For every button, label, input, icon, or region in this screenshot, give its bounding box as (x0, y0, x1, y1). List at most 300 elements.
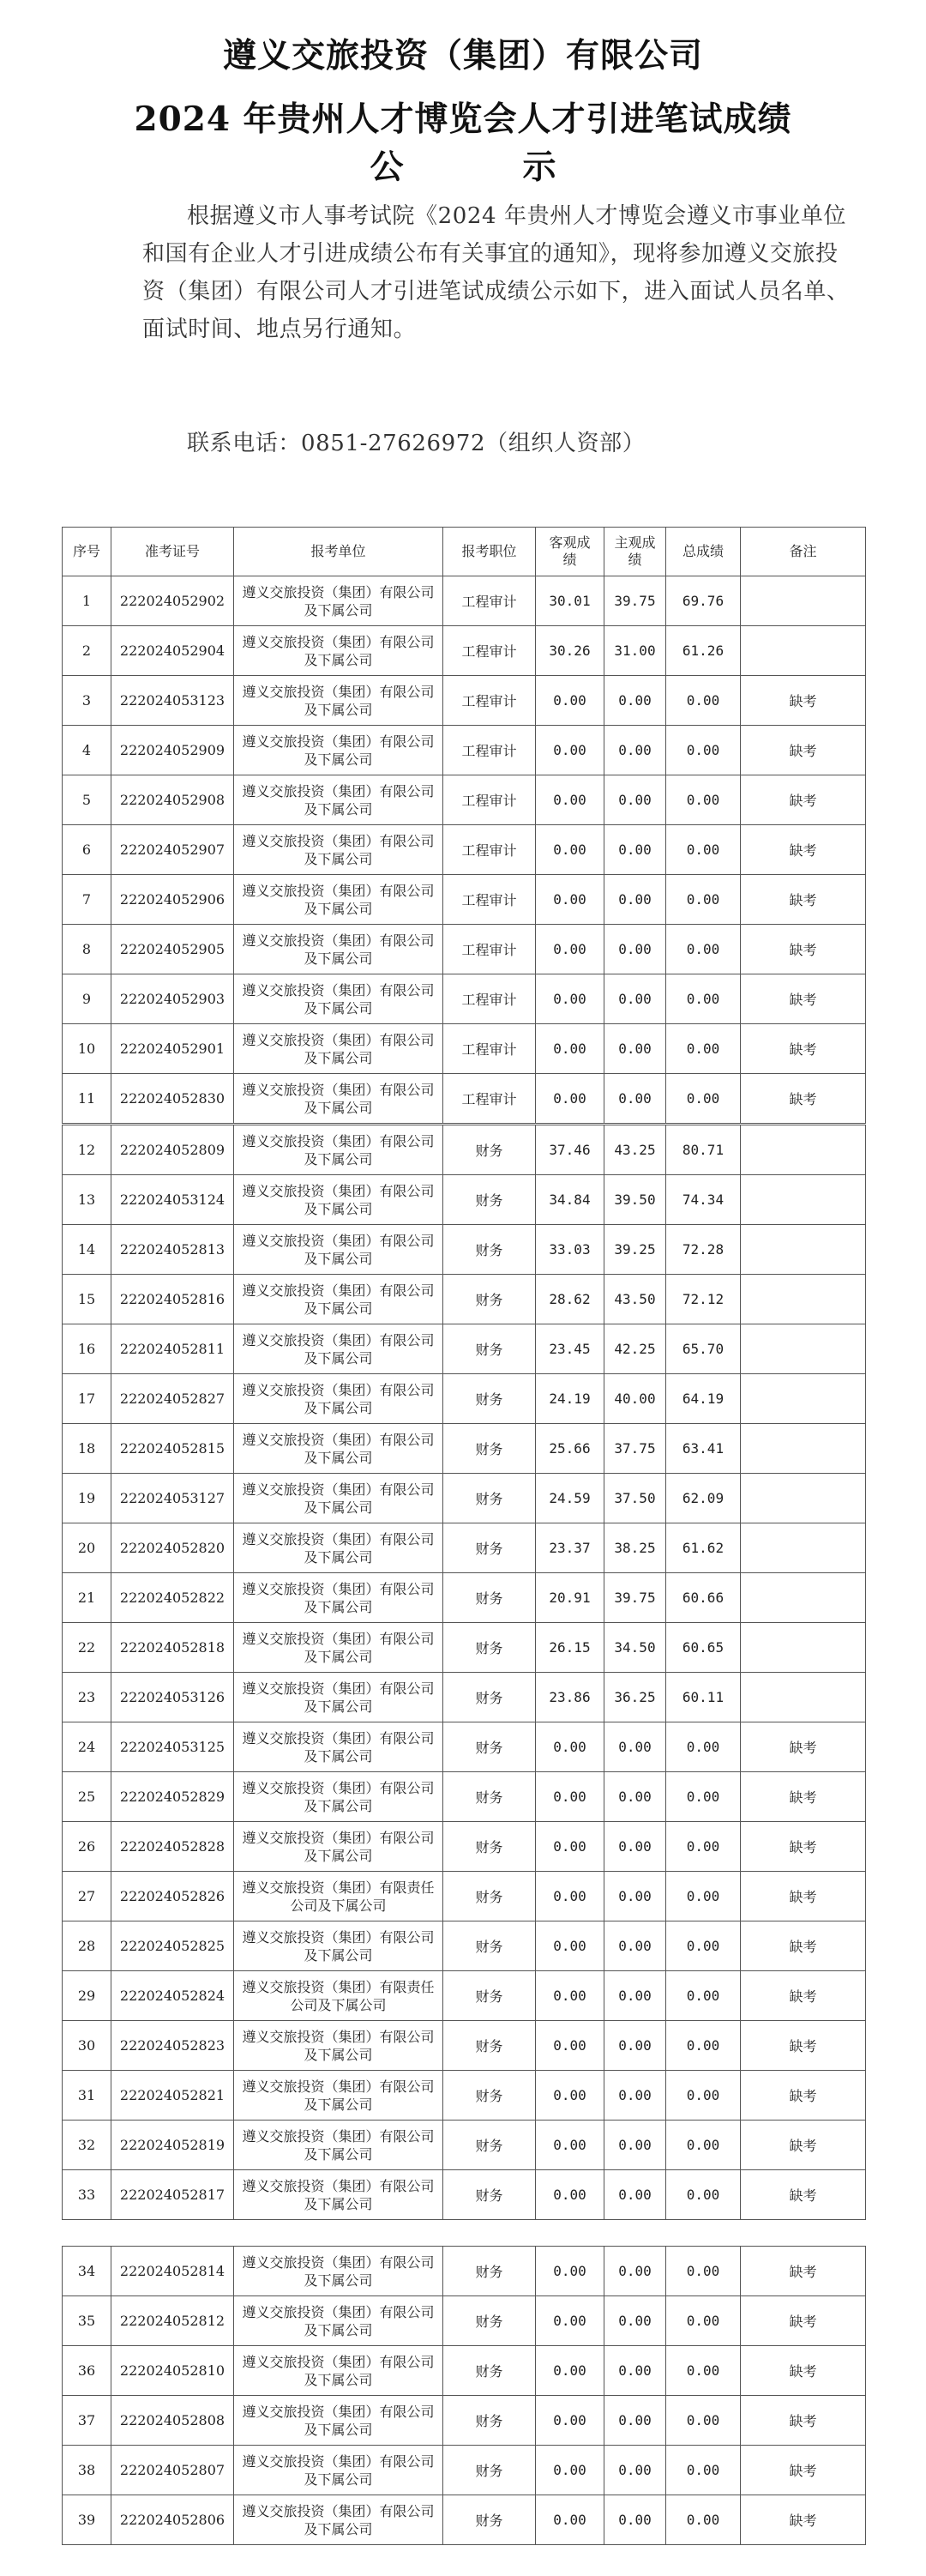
seq-cell: 11 (63, 1074, 111, 1124)
table-row (63, 1374, 866, 1424)
objective-score-cell: 24.19 (536, 1374, 604, 1424)
table-row (63, 2446, 866, 2495)
position-cell: 财务 (443, 1573, 536, 1623)
seq-cell: 38 (63, 2446, 111, 2495)
exam-id-cell: 222024052821 (111, 2071, 234, 2121)
objective-score-cell: 0.00 (536, 1822, 604, 1872)
total-score-cell: 0.00 (666, 2021, 741, 2071)
unit-cell: 遵义交旅投资（集团）有限公司及下属公司 (234, 2021, 443, 2071)
subjective-score-cell: 0.00 (604, 974, 666, 1024)
remark-cell: 缺考 (741, 974, 866, 1024)
table-row (63, 974, 866, 1024)
position-cell: 财务 (443, 1424, 536, 1474)
table-row (63, 1523, 866, 1573)
exam-id-cell: 222024052809 (111, 1125, 234, 1175)
total-score-cell: 0.00 (666, 875, 741, 925)
exam-id-cell: 222024053127 (111, 1474, 234, 1523)
column-header: 总成绩 (666, 528, 741, 576)
remark-cell (741, 1523, 866, 1573)
remark-cell: 缺考 (741, 875, 866, 925)
table-row (63, 925, 866, 974)
unit-cell: 遵义交旅投资（集团）有限公司及下属公司 (234, 2296, 443, 2346)
unit-cell: 遵义交旅投资（集团）有限公司及下属公司 (234, 1424, 443, 1474)
objective-score-cell: 0.00 (536, 726, 604, 775)
total-score-cell: 60.66 (666, 1573, 741, 1623)
remark-cell: 缺考 (741, 925, 866, 974)
total-score-cell: 0.00 (666, 974, 741, 1024)
subjective-score-cell: 39.50 (604, 1175, 666, 1225)
seq-cell: 14 (63, 1225, 111, 1275)
subjective-score-cell: 0.00 (604, 2446, 666, 2495)
table-row (63, 2121, 866, 2170)
total-score-cell: 65.70 (666, 1324, 741, 1374)
seq-cell: 28 (63, 1921, 111, 1971)
position-cell: 工程审计 (443, 974, 536, 1024)
seq-cell: 31 (63, 2071, 111, 2121)
exam-id-cell: 222024052807 (111, 2446, 234, 2495)
column-header: 备注 (741, 528, 866, 576)
total-score-cell: 0.00 (666, 726, 741, 775)
subjective-score-cell: 0.00 (604, 2247, 666, 2296)
table-row (63, 1573, 866, 1623)
table-row (63, 2296, 866, 2346)
seq-cell: 37 (63, 2396, 111, 2446)
exam-id-cell: 222024052828 (111, 1822, 234, 1872)
position-cell: 财务 (443, 2495, 536, 2545)
table-row (63, 2396, 866, 2446)
table-row (63, 2247, 866, 2296)
unit-cell: 遵义交旅投资（集团）有限公司及下属公司 (234, 1275, 443, 1324)
seq-cell: 20 (63, 1523, 111, 1573)
seq-cell: 30 (63, 2021, 111, 2071)
objective-score-cell: 0.00 (536, 1921, 604, 1971)
score-table-part-2 (62, 1125, 866, 2220)
table-row (63, 1175, 866, 1225)
remark-cell: 缺考 (741, 676, 866, 726)
exam-id-cell: 222024052902 (111, 576, 234, 626)
position-cell: 财务 (443, 1772, 536, 1822)
position-cell: 财务 (443, 1225, 536, 1275)
unit-cell: 遵义交旅投资（集团）有限公司及下属公司 (234, 775, 443, 825)
total-score-cell: 0.00 (666, 1921, 741, 1971)
position-cell: 工程审计 (443, 1074, 536, 1124)
unit-cell: 遵义交旅投资（集团）有限责任公司及下属公司 (234, 1872, 443, 1921)
subjective-score-cell: 37.75 (604, 1424, 666, 1474)
unit-cell: 遵义交旅投资（集团）有限公司及下属公司 (234, 1722, 443, 1772)
unit-cell: 遵义交旅投资（集团）有限公司及下属公司 (234, 1772, 443, 1822)
position-cell: 工程审计 (443, 1024, 536, 1074)
remark-cell: 缺考 (741, 2495, 866, 2545)
subjective-score-cell: 0.00 (604, 2296, 666, 2346)
remark-cell: 缺考 (741, 2121, 866, 2170)
objective-score-cell: 0.00 (536, 775, 604, 825)
remark-cell: 缺考 (741, 726, 866, 775)
objective-score-cell: 34.84 (536, 1175, 604, 1225)
seq-cell: 22 (63, 1623, 111, 1673)
table-row (63, 1822, 866, 1872)
total-score-cell: 64.19 (666, 1374, 741, 1424)
seq-cell: 27 (63, 1872, 111, 1921)
objective-score-cell: 0.00 (536, 2247, 604, 2296)
table-row (63, 2346, 866, 2396)
unit-cell: 遵义交旅投资（集团）有限公司及下属公司 (234, 1673, 443, 1722)
position-cell: 财务 (443, 2446, 536, 2495)
seq-cell: 2 (63, 626, 111, 676)
subjective-score-cell: 0.00 (604, 775, 666, 825)
exam-id-cell: 222024052823 (111, 2021, 234, 2071)
subjective-score-cell: 0.00 (604, 1822, 666, 1872)
unit-cell: 遵义交旅投资（集团）有限公司及下属公司 (234, 1822, 443, 1872)
position-cell: 工程审计 (443, 726, 536, 775)
exam-id-cell: 222024052826 (111, 1872, 234, 1921)
unit-cell: 遵义交旅投资（集团）有限公司及下属公司 (234, 875, 443, 925)
remark-cell: 缺考 (741, 1772, 866, 1822)
table-row (63, 1772, 866, 1822)
seq-cell: 21 (63, 1573, 111, 1623)
objective-score-cell: 0.00 (536, 925, 604, 974)
total-score-cell: 0.00 (666, 1772, 741, 1822)
seq-cell: 33 (63, 2170, 111, 2220)
total-score-cell: 0.00 (666, 1074, 741, 1124)
table-row (63, 1074, 866, 1124)
exam-id-cell: 222024052806 (111, 2495, 234, 2545)
exam-id-cell: 222024052810 (111, 2346, 234, 2396)
subjective-score-cell: 0.00 (604, 1971, 666, 2021)
total-score-cell: 0.00 (666, 676, 741, 726)
column-header: 主观成绩 (604, 528, 666, 576)
table-row (63, 1324, 866, 1374)
table-row (63, 1474, 866, 1523)
subjective-score-cell: 39.75 (604, 1573, 666, 1623)
position-cell: 财务 (443, 2121, 536, 2170)
total-score-cell: 0.00 (666, 2071, 741, 2121)
exam-id-cell: 222024052825 (111, 1921, 234, 1971)
objective-score-cell: 0.00 (536, 1024, 604, 1074)
unit-cell: 遵义交旅投资（集团）有限公司及下属公司 (234, 1374, 443, 1424)
intro-paragraph: 根据遵义市人事考试院《2024 年贵州人才博览会遵义市事业单位和国有企业人才引进成绩公布有关事宜的通知》，现将参加遵义交旅投资（集团）有限公司人才引进笔试成绩公示如下，进入面试人员名单、面试时间、地点另行通知。 (142, 203, 850, 342)
total-score-cell: 61.62 (666, 1523, 741, 1573)
unit-cell: 遵义交旅投资（集团）有限公司及下属公司 (234, 1523, 443, 1573)
total-score-cell: 0.00 (666, 2121, 741, 2170)
position-cell: 财务 (443, 2346, 536, 2396)
table-row (63, 726, 866, 775)
total-score-cell: 62.09 (666, 1474, 741, 1523)
exam-id-cell: 222024052906 (111, 875, 234, 925)
exam-id-cell: 222024052907 (111, 825, 234, 875)
contact-line: 联系电话：0851-27626972（组织人资部） (187, 431, 646, 456)
position-cell: 财务 (443, 1125, 536, 1175)
table-row (63, 676, 866, 726)
position-cell: 财务 (443, 2170, 536, 2220)
seq-cell: 12 (63, 1125, 111, 1175)
notice-subtitle: 公 示 (370, 148, 599, 187)
subjective-score-cell: 0.00 (604, 1074, 666, 1124)
seq-cell: 19 (63, 1474, 111, 1523)
unit-cell: 遵义交旅投资（集团）有限公司及下属公司 (234, 2121, 443, 2170)
objective-score-cell: 0.00 (536, 2071, 604, 2121)
remark-cell (741, 1673, 866, 1722)
table-row (63, 1921, 866, 1971)
exam-id-cell: 222024052909 (111, 726, 234, 775)
unit-cell: 遵义交旅投资（集团）有限公司及下属公司 (234, 1074, 443, 1124)
position-cell: 财务 (443, 2071, 536, 2121)
seq-cell: 16 (63, 1324, 111, 1374)
seq-cell: 25 (63, 1772, 111, 1822)
seq-cell: 32 (63, 2121, 111, 2170)
seq-cell: 6 (63, 825, 111, 875)
exam-id-cell: 222024052811 (111, 1324, 234, 1374)
unit-cell: 遵义交旅投资（集团）有限公司及下属公司 (234, 1024, 443, 1074)
seq-cell: 3 (63, 676, 111, 726)
remark-cell: 缺考 (741, 2021, 866, 2071)
objective-score-cell: 0.00 (536, 2495, 604, 2545)
objective-score-cell: 23.86 (536, 1673, 604, 1722)
total-score-cell: 0.00 (666, 775, 741, 825)
seq-cell: 35 (63, 2296, 111, 2346)
exam-id-cell: 222024052813 (111, 1225, 234, 1275)
remark-cell (741, 1374, 866, 1424)
objective-score-cell: 0.00 (536, 1772, 604, 1822)
notice-title: 2024 年贵州人才博览会人才引进笔试成绩 (134, 100, 792, 139)
position-cell: 财务 (443, 1523, 536, 1573)
table-row (63, 1722, 866, 1772)
remark-cell: 缺考 (741, 1722, 866, 1772)
unit-cell: 遵义交旅投资（集团）有限公司及下属公司 (234, 1573, 443, 1623)
unit-cell: 遵义交旅投资（集团）有限公司及下属公司 (234, 2170, 443, 2220)
subjective-score-cell: 31.00 (604, 626, 666, 676)
subjective-score-cell: 0.00 (604, 2021, 666, 2071)
subjective-score-cell: 36.25 (604, 1673, 666, 1722)
objective-score-cell: 26.15 (536, 1623, 604, 1673)
seq-cell: 34 (63, 2247, 111, 2296)
total-score-cell: 0.00 (666, 2446, 741, 2495)
column-header: 准考证号 (111, 528, 234, 576)
seq-cell: 29 (63, 1971, 111, 2021)
subjective-score-cell: 0.00 (604, 1772, 666, 1822)
objective-score-cell: 28.62 (536, 1275, 604, 1324)
table-row (63, 1623, 866, 1673)
subjective-score-cell: 0.00 (604, 1872, 666, 1921)
total-score-cell: 69.76 (666, 576, 741, 626)
subjective-score-cell: 40.00 (604, 1374, 666, 1424)
remark-cell: 缺考 (741, 1921, 866, 1971)
position-cell: 财务 (443, 2247, 536, 2296)
unit-cell: 遵义交旅投资（集团）有限公司及下属公司 (234, 1175, 443, 1225)
unit-cell: 遵义交旅投资（集团）有限公司及下属公司 (234, 2071, 443, 2121)
objective-score-cell: 20.91 (536, 1573, 604, 1623)
unit-cell: 遵义交旅投资（集团）有限公司及下属公司 (234, 1474, 443, 1523)
table-row (63, 626, 866, 676)
remark-cell: 缺考 (741, 2170, 866, 2220)
seq-cell: 26 (63, 1822, 111, 1872)
total-score-cell: 0.00 (666, 1971, 741, 2021)
subjective-score-cell: 39.75 (604, 576, 666, 626)
seq-cell: 9 (63, 974, 111, 1024)
objective-score-cell: 30.01 (536, 576, 604, 626)
seq-cell: 39 (63, 2495, 111, 2545)
column-header: 报考单位 (234, 528, 443, 576)
remark-cell (741, 1474, 866, 1523)
subjective-score-cell: 43.25 (604, 1125, 666, 1175)
unit-cell: 遵义交旅投资（集团）有限公司及下属公司 (234, 676, 443, 726)
objective-score-cell: 23.45 (536, 1324, 604, 1374)
exam-id-cell: 222024052818 (111, 1623, 234, 1673)
remark-cell (741, 1275, 866, 1324)
column-header: 序号 (63, 528, 111, 576)
exam-id-cell: 222024052808 (111, 2396, 234, 2446)
subjective-score-cell: 0.00 (604, 2396, 666, 2446)
objective-score-cell: 0.00 (536, 2021, 604, 2071)
remark-cell (741, 1573, 866, 1623)
table-row (63, 825, 866, 875)
subjective-score-cell: 43.50 (604, 1275, 666, 1324)
total-score-cell: 0.00 (666, 2247, 741, 2296)
remark-cell: 缺考 (741, 1074, 866, 1124)
objective-score-cell: 37.46 (536, 1125, 604, 1175)
exam-id-cell: 222024052817 (111, 2170, 234, 2220)
exam-id-cell: 222024052816 (111, 1275, 234, 1324)
remark-cell (741, 1324, 866, 1374)
subjective-score-cell: 0.00 (604, 2121, 666, 2170)
exam-id-cell: 222024052812 (111, 2296, 234, 2346)
objective-score-cell: 30.26 (536, 626, 604, 676)
exam-id-cell: 222024053126 (111, 1673, 234, 1722)
remark-cell (741, 1424, 866, 1474)
remark-cell: 缺考 (741, 825, 866, 875)
remark-cell (741, 626, 866, 676)
unit-cell: 遵义交旅投资（集团）有限公司及下属公司 (234, 2247, 443, 2296)
unit-cell: 遵义交旅投资（集团）有限公司及下属公司 (234, 726, 443, 775)
remark-cell (741, 1225, 866, 1275)
subjective-score-cell: 0.00 (604, 1722, 666, 1772)
total-score-cell: 0.00 (666, 1872, 741, 1921)
seq-cell: 15 (63, 1275, 111, 1324)
objective-score-cell: 0.00 (536, 1074, 604, 1124)
total-score-cell: 60.65 (666, 1623, 741, 1673)
total-score-cell: 80.71 (666, 1125, 741, 1175)
total-score-cell: 0.00 (666, 1822, 741, 1872)
total-score-cell: 0.00 (666, 1024, 741, 1074)
exam-id-cell: 222024052822 (111, 1573, 234, 1623)
unit-cell: 遵义交旅投资（集团）有限公司及下属公司 (234, 1324, 443, 1374)
table-row (63, 2495, 866, 2545)
subjective-score-cell: 34.50 (604, 1623, 666, 1673)
company-name: 遵义交旅投资（集团）有限公司 (222, 36, 703, 75)
position-cell: 工程审计 (443, 775, 536, 825)
unit-cell: 遵义交旅投资（集团）有限公司及下属公司 (234, 1623, 443, 1673)
exam-id-cell: 222024052824 (111, 1971, 234, 2021)
position-cell: 财务 (443, 1673, 536, 1722)
objective-score-cell: 33.03 (536, 1225, 604, 1275)
unit-cell: 遵义交旅投资（集团）有限公司及下属公司 (234, 1125, 443, 1175)
score-table-part-1 (62, 527, 866, 1124)
table-row (63, 2170, 866, 2220)
subjective-score-cell: 0.00 (604, 2495, 666, 2545)
objective-score-cell: 0.00 (536, 825, 604, 875)
position-cell: 财务 (443, 2021, 536, 2071)
remark-cell: 缺考 (741, 2446, 866, 2495)
unit-cell: 遵义交旅投资（集团）有限公司及下属公司 (234, 974, 443, 1024)
unit-cell: 遵义交旅投资（集团）有限公司及下属公司 (234, 1225, 443, 1275)
remark-cell (741, 576, 866, 626)
total-score-cell: 0.00 (666, 825, 741, 875)
subjective-score-cell: 0.00 (604, 1921, 666, 1971)
table-row (63, 1971, 866, 2021)
unit-cell: 遵义交旅投资（集团）有限公司及下属公司 (234, 925, 443, 974)
total-score-cell: 0.00 (666, 2170, 741, 2220)
subjective-score-cell: 0.00 (604, 825, 666, 875)
remark-cell: 缺考 (741, 2247, 866, 2296)
subjective-score-cell: 42.25 (604, 1324, 666, 1374)
unit-cell: 遵义交旅投资（集团）有限公司及下属公司 (234, 825, 443, 875)
objective-score-cell: 0.00 (536, 1971, 604, 2021)
subjective-score-cell: 0.00 (604, 1024, 666, 1074)
seq-cell: 13 (63, 1175, 111, 1225)
total-score-cell: 0.00 (666, 2495, 741, 2545)
exam-id-cell: 222024052814 (111, 2247, 234, 2296)
remark-cell: 缺考 (741, 1822, 866, 1872)
seq-cell: 23 (63, 1673, 111, 1722)
exam-id-cell: 222024052908 (111, 775, 234, 825)
column-header: 客观成绩 (536, 528, 604, 576)
position-cell: 财务 (443, 1175, 536, 1225)
exam-id-cell: 222024052903 (111, 974, 234, 1024)
exam-id-cell: 222024053124 (111, 1175, 234, 1225)
seq-cell: 4 (63, 726, 111, 775)
exam-id-cell: 222024052827 (111, 1374, 234, 1424)
table-row (63, 2021, 866, 2071)
total-score-cell: 0.00 (666, 1722, 741, 1772)
seq-cell: 36 (63, 2346, 111, 2396)
unit-cell: 遵义交旅投资（集团）有限公司及下属公司 (234, 2396, 443, 2446)
seq-cell: 5 (63, 775, 111, 825)
objective-score-cell: 0.00 (536, 974, 604, 1024)
total-score-cell: 72.12 (666, 1275, 741, 1324)
objective-score-cell: 0.00 (536, 2346, 604, 2396)
unit-cell: 遵义交旅投资（集团）有限公司及下属公司 (234, 576, 443, 626)
exam-id-cell: 222024052829 (111, 1772, 234, 1822)
position-cell: 财务 (443, 1722, 536, 1772)
position-cell: 财务 (443, 1623, 536, 1673)
subjective-score-cell: 37.50 (604, 1474, 666, 1523)
remark-cell: 缺考 (741, 1971, 866, 2021)
subjective-score-cell: 39.25 (604, 1225, 666, 1275)
exam-id-cell: 222024053125 (111, 1722, 234, 1772)
remark-cell: 缺考 (741, 2071, 866, 2121)
table-row (63, 775, 866, 825)
table-row (63, 576, 866, 626)
position-cell: 财务 (443, 1275, 536, 1324)
table-row (63, 1125, 866, 1175)
subjective-score-cell: 38.25 (604, 1523, 666, 1573)
remark-cell (741, 1623, 866, 1673)
remark-cell (741, 1175, 866, 1225)
objective-score-cell: 24.59 (536, 1474, 604, 1523)
position-cell: 工程审计 (443, 875, 536, 925)
objective-score-cell: 0.00 (536, 2446, 604, 2495)
position-cell: 财务 (443, 1872, 536, 1921)
exam-id-cell: 222024052901 (111, 1024, 234, 1074)
exam-id-cell: 222024052819 (111, 2121, 234, 2170)
seq-cell: 8 (63, 925, 111, 974)
table-row (63, 1275, 866, 1324)
position-cell: 财务 (443, 1324, 536, 1374)
total-score-cell: 74.34 (666, 1175, 741, 1225)
subjective-score-cell: 0.00 (604, 875, 666, 925)
exam-id-cell: 222024052830 (111, 1074, 234, 1124)
table-row (63, 2071, 866, 2121)
total-score-cell: 61.26 (666, 626, 741, 676)
